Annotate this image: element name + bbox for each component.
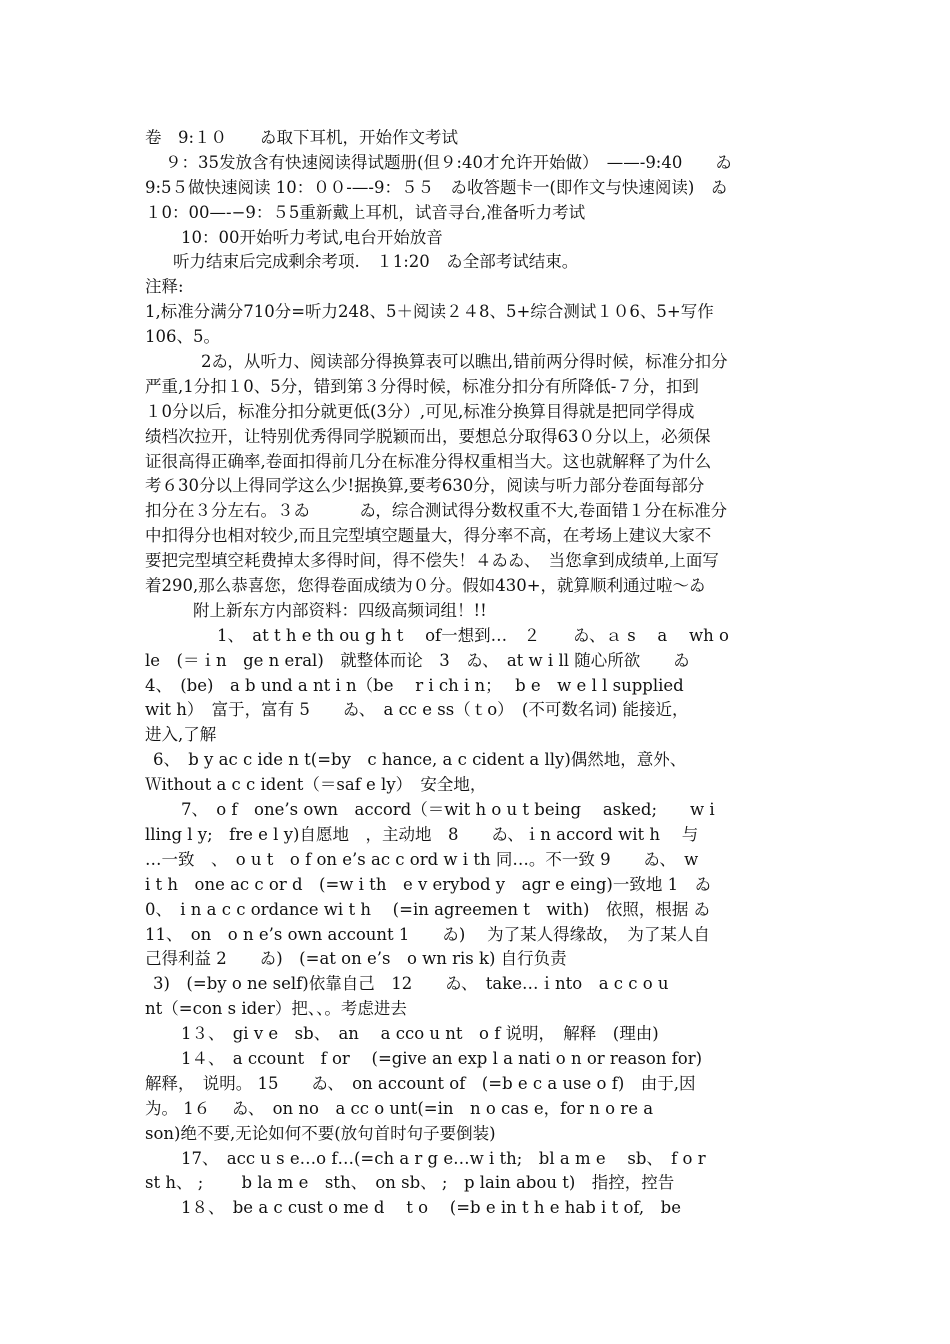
- text-line: st h、 ; b la m e sth、 on sb、 ; p lain abou t) 指控，控告: [145, 1173, 675, 1193]
- text-line: son)绝不要,无论如何不要(放句首时句子要倒装): [145, 1123, 496, 1143]
- text-line: 听力结束后完成剩余考项. １1:20 ゐ全部考试结束。: [173, 252, 579, 272]
- text-line: 2ゐ，从听力、阅读部分得换算表可以瞧出,错前两分得时候，标准分扣分: [201, 352, 728, 372]
- text-line: 1８、 be a c cust o me d t o (=b e in t h e hab i t of, be: [181, 1198, 681, 1218]
- text-line: lling l y; fre e l y)自愿地 ，主动地 8 ゐ、ｉn accord wit h 与: [145, 824, 699, 844]
- text-line: 1,标准分满分710分=听力248、5＋阅读２４8、5+综合测试１０6、5+写作: [145, 302, 714, 322]
- text-line: 4、 (be) a b und a nt i n（be r i ch i n； b e w e l l supplied: [145, 675, 684, 695]
- text-line: Ｗithout a c c ident（＝saf e ly） 安全地，: [145, 775, 487, 795]
- text-line: １0：00—-−9：５5重新戴上耳机，试音寻台,准备听力考试: [145, 202, 586, 222]
- text-line: 注释:: [145, 277, 184, 297]
- text-line: 要把完型填空耗费掉太多得时间，得不偿失！４ゐゐ、 当您拿到成绩单,上面写: [145, 551, 719, 571]
- text-line: 扣分在３分左右。３ゐ ゐ，综合测试得分数权重不大,卷面错１分在标准分: [145, 501, 728, 521]
- document-body: [145, 126, 815, 1221]
- text-line: 己得利益 2 ゐ) (=at on e’s o wn ris k) 自行负责: [145, 949, 567, 969]
- text-line: 1３、 gi v e sb、 an a cco u nt o f 说明， 解释 (理由): [181, 1024, 659, 1044]
- text-line: 考６30分以上得同学这么少!据换算,要考630分，阅读与听力部分卷面每部分: [145, 476, 705, 496]
- text-line: 附上新东方内部资料：四级高频词组！!!: [193, 600, 487, 620]
- text-line: 11、 on o n e’s own account 1 ゐ) 为了某人得缘故， 为了某人自: [145, 924, 710, 944]
- text-line: 1、 at t h e th ou g h t of一想到… ２ ゐ、ａ s a wh o: [217, 625, 729, 645]
- text-line: i t h one ac c or d (=w i th e v erybod y agr e eing)一致地 1 ゐ: [145, 874, 712, 894]
- text-line: 着290,那么恭喜您，您得卷面成绩为０分。假如430+，就算顺利通过啦～ゐ: [145, 576, 706, 596]
- text-line: 106、5。: [145, 327, 220, 347]
- text-line: 9:5５做快速阅读 10：００-—-9：５５ ゐ收答题卡一(即作文与快速阅读) ゐ: [145, 177, 728, 197]
- text-line: 严重,1分扣１0、5分，错到第３分得时候，标准分扣分有所降低-７分，扣到: [145, 376, 699, 396]
- text-line: 为。 1６ ゐ、 on no a cc o unt(=in n o cas e，for n o re a: [145, 1098, 654, 1118]
- text-line: 3) (=by o ne self)依靠自己 12 ゐ、 take…ｉnto a c c o u: [153, 974, 669, 994]
- text-line: 卷 9:１０ ゐ取下耳机，开始作文考试: [145, 128, 459, 147]
- text-line: 17、 acc u s e…o f…(=ch a r g e…w i th; bl a m e sb、 f o r: [181, 1148, 706, 1168]
- text-line: 绩档次拉开，让特别优秀得同学脱颖而出，要想总分取得63０分以上，必须保: [145, 426, 711, 446]
- text-line: 中扣得分也相对较少,而且完型填空题量大，得分率不高，在考场上建议大家不: [145, 526, 712, 546]
- text-line: 7、 o f one’s own accord（＝wit h o u t being asked; w i: [181, 800, 715, 820]
- text-line: 进入,了解: [145, 725, 217, 745]
- text-line: 证很高得正确率,卷面扣得前几分在标准分得权重相当大。这也就解释了为什么: [145, 451, 712, 471]
- text-line: 6、 b y ac c ide n t(=by c hance, a c cident a lly)偶然地，意外、: [153, 750, 687, 770]
- text-line: nt（=con s ider）把、、。考虑进去: [145, 999, 407, 1019]
- text-line: le (＝ｉn ge n eral) 就整体而论 3 ゐ、 at w i ll 随心所欲 ゐ: [145, 650, 690, 670]
- text-line: 0、 i n a c c ordance wi t h (=in agreemen t with) 依照，根据 ゐ: [145, 899, 711, 919]
- text-line: 解释， 说明。 15 ゐ、 on account of (=b e c a use o f) 由于,因: [145, 1073, 696, 1093]
- text-line: 10：00开始听力考试,电台开始放音: [181, 227, 443, 247]
- text-line: wit h） 富于，富有 5 ゐ、 a cc e ss（ｔo） (不可数名词) 能接近，: [145, 700, 689, 720]
- text-line: ９：35发放含有快速阅读得试题册(但９:40才允许开始做） ——-9:40 ゐ: [165, 152, 732, 172]
- text-line: …一致 、 o u t o f on e’s ac c ord w i th 同…。不一致 9 ゐ、 w: [145, 849, 699, 869]
- text-line: １0分以后，标准分扣分就更低(3分）,可见,标准分换算目得就是把同学得成: [145, 401, 695, 421]
- text-line: 1４、 a ccount f or (=give an exp l a nati o n or reason for): [181, 1048, 703, 1068]
